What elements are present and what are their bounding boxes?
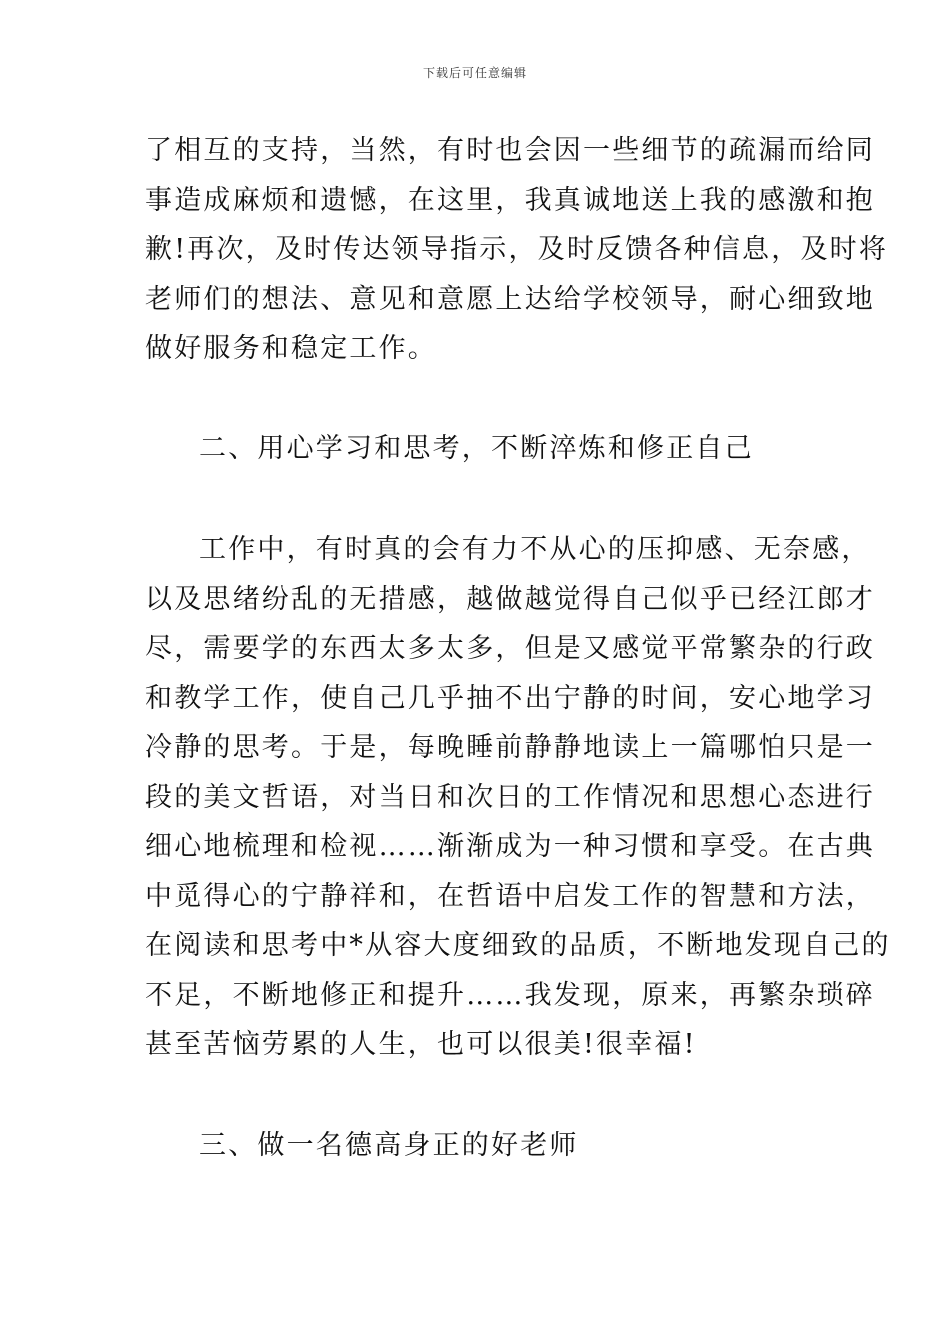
header-note: 下载后可任意编辑	[422, 66, 527, 80]
paragraph-line: 了相互的支持，当然，有时也会因一些细节的疏漏而给同	[145, 135, 875, 166]
paragraph-line: 甚至苦恼劳累的人生，也可以很美!很幸福!	[145, 1029, 697, 1060]
paragraph-line: 以及思绪纷乱的无措感，越做越觉得自己似乎已经江郎才	[145, 583, 875, 615]
paragraph-2	[145, 525, 891, 1070]
paragraph-line: 做好服务和稳定工作。	[145, 333, 437, 364]
paragraph-line: 工作中，有时真的会有力不从心的压抑感、无奈感，	[199, 534, 871, 565]
paragraph-1	[145, 126, 889, 374]
paragraph-line: 事造成麻烦和遗憾，在这里，我真诚地送上我的感激和抱	[145, 184, 875, 216]
section-heading-3	[145, 1121, 809, 1171]
paragraph-line: 尽，需要学的东西太多太多，但是又感觉平常繁杂的行政	[145, 633, 875, 664]
section-heading-text: 三、做一名德高身正的好老师	[199, 1130, 579, 1161]
section-heading-text: 二、用心学习和思考，不断淬炼和修正自己	[199, 433, 754, 464]
paragraph-line: 老师们的想法、意见和意愿上达给学校领导，耐心细致地	[145, 283, 875, 315]
paragraph-line: 歉!再次，及时传达领导指示，及时反馈各种信息，及时将	[145, 234, 889, 265]
paragraph-line: 在阅读和思考中*从容大度细致的品质，不断地发现自己的	[145, 930, 891, 961]
paragraph-line: 冷静的思考。于是，每晚睡前静静地读上一篇哪怕只是一	[145, 732, 875, 763]
paragraph-line: 不足，不断地修正和提升……我发现，原来，再繁杂琐碎	[145, 979, 875, 1011]
paragraph-line: 和教学工作，使自己几乎抽不出宁静的时间，安心地学习	[145, 682, 875, 714]
paragraph-line: 中觅得心的宁静祥和，在哲语中启发工作的智慧和方法，	[145, 880, 875, 912]
paragraph-line: 段的美文哲语，对当日和次日的工作情况和思想心态进行	[145, 781, 875, 813]
section-heading-2	[145, 424, 809, 474]
paragraph-line: 细心地梳理和检视……渐渐成为一种习惯和享受。在古典	[145, 831, 875, 862]
